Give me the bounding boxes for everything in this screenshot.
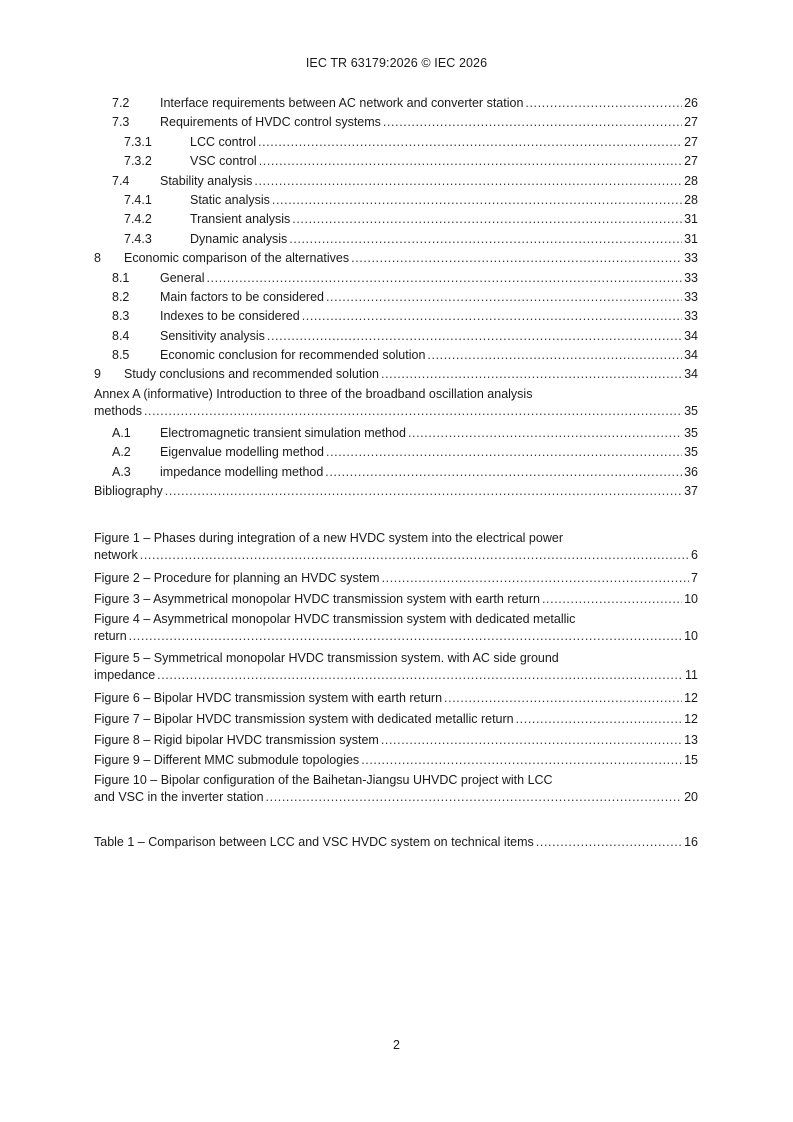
toc-number: 7.2 (112, 96, 130, 110)
figure-page: 20 (684, 790, 698, 805)
toc-page: 28 (684, 173, 698, 188)
figure-page: 7 (691, 571, 698, 585)
toc-page: 26 (684, 96, 698, 110)
toc-page: 28 (684, 192, 698, 207)
figure-title: Figure 2 – Procedure for planning an HVDC system (94, 571, 380, 585)
figure-page: 11 (685, 667, 698, 682)
figure-page: 12 (684, 690, 698, 705)
dot-leader (129, 628, 682, 645)
figure-entry-8[interactable] (94, 730, 698, 751)
figure-entry-1[interactable] (94, 529, 698, 568)
toc-number: 8 (94, 251, 101, 266)
toc-title: VSC control (190, 154, 257, 169)
toc-page: 27 (684, 134, 698, 149)
toc-page: 35 (684, 425, 698, 440)
toc-entry-7-4[interactable] (94, 172, 698, 191)
toc-entry-8-3[interactable] (94, 307, 698, 326)
dot-leader (157, 667, 683, 684)
toc-page: 33 (684, 251, 698, 266)
dot-leader (383, 113, 682, 132)
dot-leader (326, 288, 682, 307)
dot-leader (361, 750, 682, 771)
figure-title: Figure 8 – Rigid bipolar HVDC transmission system (94, 732, 379, 747)
toc-entry-7-4-3[interactable] (94, 230, 698, 249)
dot-leader (206, 269, 682, 288)
dot-leader (302, 307, 682, 326)
figure-entry-2[interactable] (94, 568, 698, 589)
toc-entry-bibliography[interactable] (94, 482, 698, 501)
toc-entry-a-3[interactable] (94, 463, 698, 482)
toc-page: 35 (684, 403, 698, 418)
dot-leader (272, 191, 682, 210)
toc-page: 31 (684, 231, 698, 246)
toc-number: 8.5 (112, 348, 130, 363)
toc-page: 27 (684, 115, 698, 130)
toc-page: 33 (684, 309, 698, 324)
dot-leader (266, 789, 683, 806)
toc-title: Requirements of HVDC control systems (160, 115, 381, 130)
dot-leader (542, 589, 682, 610)
toc-entry-7-2[interactable] (94, 94, 698, 113)
toc-number: 8.4 (112, 328, 130, 343)
figure-page: 12 (684, 711, 698, 726)
dot-leader (140, 547, 689, 564)
dot-leader (165, 482, 682, 501)
toc-title: Stability analysis (160, 173, 253, 188)
figure-entry-5[interactable] (94, 649, 698, 688)
toc-entry-7-4-1[interactable] (94, 191, 698, 210)
figure-page: 10 (684, 628, 698, 643)
toc-title: Eigenvalue modelling method (160, 445, 324, 460)
running-header: IEC TR 63179:2026 © IEC 2026 (305, 56, 488, 70)
figure-title-line1: Figure 4 – Asymmetrical monopolar HVDC transmission system with dedicated metallic (94, 611, 576, 626)
toc-entry-a-1[interactable] (94, 424, 698, 443)
list-of-figures (94, 529, 698, 810)
dot-leader (444, 688, 682, 709)
figure-title: Figure 7 – Bipolar HVDC transmission system with dedicated metallic return (94, 711, 514, 726)
toc-page: 33 (684, 270, 698, 285)
figure-title: Figure 3 – Asymmetrical monopolar HVDC transmission system with earth return (94, 591, 540, 606)
figure-page: 13 (684, 732, 698, 747)
figure-entry-3[interactable] (94, 589, 698, 610)
toc-entry-a-2[interactable] (94, 443, 698, 462)
dot-leader (292, 210, 682, 229)
toc-title: Indexes to be considered (160, 309, 300, 324)
toc-title: LCC control (190, 134, 256, 149)
toc-entry-8-4[interactable] (94, 327, 698, 346)
toc-page: 27 (684, 154, 698, 169)
toc-number: 7.4.2 (124, 212, 152, 227)
page-number: 2 (393, 1038, 400, 1052)
figure-title-line2: impedance (94, 667, 156, 682)
toc-number: 7.4.3 (124, 231, 152, 246)
dot-leader (325, 463, 682, 482)
dot-leader (516, 709, 682, 730)
figure-entry-9[interactable] (94, 750, 698, 771)
toc-entry-7-3[interactable] (94, 113, 698, 132)
figure-entry-4[interactable] (94, 610, 698, 649)
figure-title-line1: Figure 10 – Bipolar configuration of the Baihetan-Jiangsu UHVDC project with LCC (94, 773, 553, 788)
toc-number: A.3 (112, 464, 131, 479)
figure-page: 15 (684, 753, 698, 768)
dot-leader (381, 365, 682, 384)
figure-title-line2: return (94, 628, 127, 643)
toc-number: 8.3 (112, 309, 130, 324)
figure-entry-7[interactable] (94, 709, 698, 730)
dot-leader (427, 346, 682, 365)
dot-leader (144, 403, 682, 420)
dot-leader (258, 133, 682, 152)
dot-leader (525, 94, 682, 113)
toc-title: Study conclusions and recommended solution (124, 367, 380, 382)
list-of-tables (94, 833, 698, 852)
dot-leader (289, 230, 682, 249)
toc-entry-8[interactable] (94, 249, 698, 268)
toc-title: Bibliography (94, 484, 163, 499)
toc-entry-annex-a[interactable] (94, 385, 698, 424)
table-title: Table 1 – Comparison between LCC and VSC HVDC system on technical items (94, 835, 534, 849)
toc-number: 7.3 (112, 115, 130, 130)
figure-page: 10 (684, 591, 698, 606)
toc-entry-7-4-2[interactable] (94, 210, 698, 229)
figure-page: 6 (691, 548, 698, 562)
toc-title: Main factors to be considered (160, 289, 324, 304)
table-of-contents (94, 94, 698, 501)
toc-title: Economic conclusion for recommended solution (160, 348, 426, 363)
dot-leader (382, 568, 689, 589)
toc-number: 7.4 (112, 173, 130, 188)
toc-entry-8-1[interactable] (94, 269, 698, 288)
toc-number: A.2 (112, 445, 131, 460)
toc-title: Electromagnetic transient simulation method (160, 425, 406, 440)
toc-page: 34 (684, 348, 698, 363)
toc-number: 8.2 (112, 289, 130, 304)
toc-page: 31 (684, 212, 698, 227)
toc-entry-7-3-2[interactable] (94, 152, 698, 171)
figure-title-line1: Figure 5 – Symmetrical monopolar HVDC transmission system. with AC side ground (94, 650, 559, 665)
toc-page: 35 (684, 445, 698, 460)
dot-leader (254, 172, 682, 191)
figure-title: Figure 6 – Bipolar HVDC transmission system with earth return (94, 690, 443, 705)
toc-page: 36 (684, 464, 698, 479)
toc-page: 34 (684, 328, 698, 343)
dot-leader (536, 833, 682, 852)
toc-page: 34 (684, 367, 698, 382)
toc-title-line2: methods (94, 403, 142, 418)
dot-leader (267, 327, 682, 346)
toc-title: Dynamic analysis (190, 231, 288, 246)
toc-number: 7.3.2 (124, 154, 152, 169)
toc-title-line1: Annex A (informative) Introduction to three of the broadband oscillation analysis (94, 386, 533, 401)
toc-number: 9 (94, 367, 101, 382)
toc-title: Economic comparison of the alternatives (124, 251, 350, 266)
toc-title: Transient analysis (190, 212, 291, 227)
toc-title: Static analysis (190, 192, 270, 207)
toc-page: 37 (684, 484, 698, 499)
toc-title: Interface requirements between AC network and converter station (160, 96, 524, 110)
toc-title: Sensitivity analysis (160, 328, 265, 343)
figure-title: Figure 9 – Different MMC submodule topologies (94, 753, 360, 768)
figure-title-line2: network (94, 548, 138, 562)
toc-number: 8.1 (112, 270, 130, 285)
toc-number: 7.4.1 (124, 192, 152, 207)
toc-page: 33 (684, 289, 698, 304)
toc-number: 7.3.1 (124, 134, 152, 149)
toc-title: impedance modelling method (160, 464, 324, 479)
figure-title-line2: and VSC in the inverter station (94, 790, 264, 805)
dot-leader (326, 443, 682, 462)
dot-leader (408, 424, 682, 443)
toc-entry-7-3-1[interactable] (94, 133, 698, 152)
toc-entry-8-2[interactable] (94, 288, 698, 307)
figure-entry-6[interactable] (94, 688, 698, 709)
table-entry-1[interactable] (94, 833, 698, 852)
dot-leader (259, 152, 682, 171)
figure-entry-10[interactable] (94, 771, 698, 810)
table-page: 16 (684, 835, 698, 849)
toc-entry-8-5[interactable] (94, 346, 698, 365)
toc-title: General (160, 270, 205, 285)
dot-leader (351, 249, 682, 268)
dot-leader (381, 730, 682, 751)
toc-entry-9[interactable] (94, 365, 698, 384)
figure-title-line1: Figure 1 – Phases during integration of a new HVDC system into the electrical power (94, 531, 563, 545)
toc-number: A.1 (112, 425, 131, 440)
